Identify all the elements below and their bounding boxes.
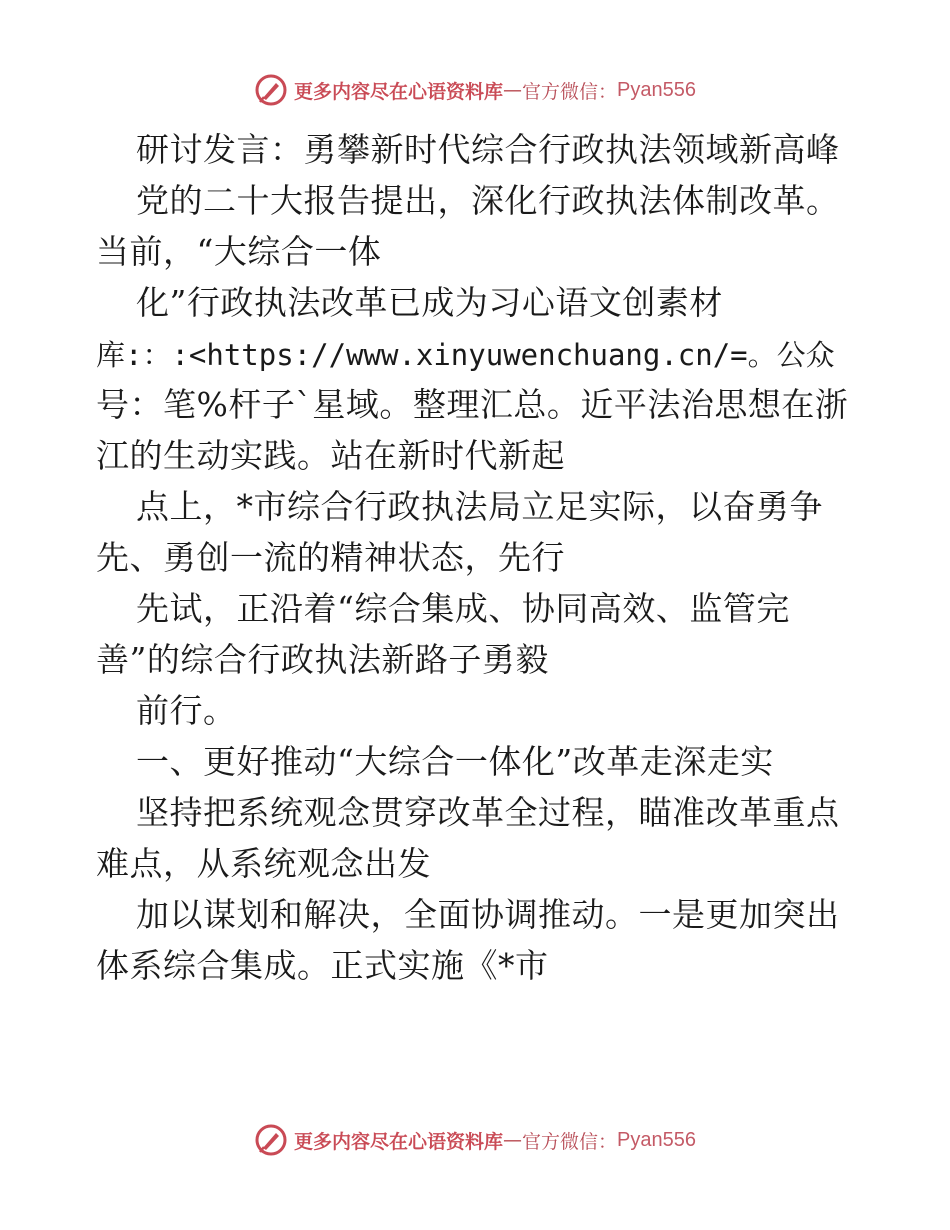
- banner-handle: Pyan556: [617, 78, 696, 101]
- doc-line-15: 难点，从系统观念出发: [96, 844, 431, 883]
- header-watermark-banner: [0, 70, 950, 110]
- banner-handle: Pyan556: [617, 1128, 696, 1151]
- doc-line-17: 体系综合集成。正式实施《*市: [96, 946, 549, 985]
- quill-logo-icon: [254, 1123, 288, 1157]
- doc-line-14: 坚持把系统观念贯穿改革全过程，瞄准改革重点: [136, 793, 840, 832]
- doc-line-5-text: 库:：:<https://www.xinyuwenchuang.cn/=。公众: [96, 338, 835, 372]
- doc-line-13: 一、更好推动“大综合一体化”改革走深走实: [136, 742, 774, 781]
- doc-line-2: 党的二十大报告提出，深化行政执法体制改革。: [136, 181, 840, 220]
- doc-line-1: 研讨发言：勇攀新时代综合行政执法领域新高峰: [136, 130, 840, 169]
- banner-separator: —: [503, 79, 523, 101]
- doc-line-10: 先试，正沿着“综合集成、协同高效、监管完: [136, 589, 790, 628]
- doc-line-8: 点上，*市综合行政执法局立足实际，以奋勇争: [136, 487, 823, 526]
- doc-line-3: 当前，“大综合一体: [96, 232, 382, 271]
- doc-line-9: 先、勇创一流的精神状态，先行: [96, 538, 565, 577]
- doc-line-12: 前行。: [136, 691, 237, 730]
- doc-line-6: 号：笔%杆子`星域。整理汇总。近平法治思想在浙: [96, 385, 849, 424]
- doc-line-5: [96, 328, 856, 379]
- quill-logo-icon: [254, 73, 288, 107]
- doc-line-4: 化”行政执法改革已成为习心语文创素材: [136, 283, 723, 322]
- document-body: [96, 124, 856, 991]
- banner-prefix: 更多内容尽在心语资料库: [294, 80, 504, 103]
- footer-watermark-banner: [0, 1120, 950, 1160]
- banner-prefix: 更多内容尽在心语资料库: [294, 1130, 504, 1153]
- banner-label: 官方微信：: [522, 1130, 618, 1153]
- doc-line-16: 加以谋划和解决，全面协调推动。一是更加突出: [136, 895, 840, 934]
- doc-line-7: 江的生动实践。站在新时代新起: [96, 436, 565, 475]
- doc-line-11: 善”的综合行政执法新路子勇毅: [96, 640, 549, 679]
- banner-label: 官方微信：: [522, 80, 618, 103]
- banner-separator: —: [503, 1129, 523, 1151]
